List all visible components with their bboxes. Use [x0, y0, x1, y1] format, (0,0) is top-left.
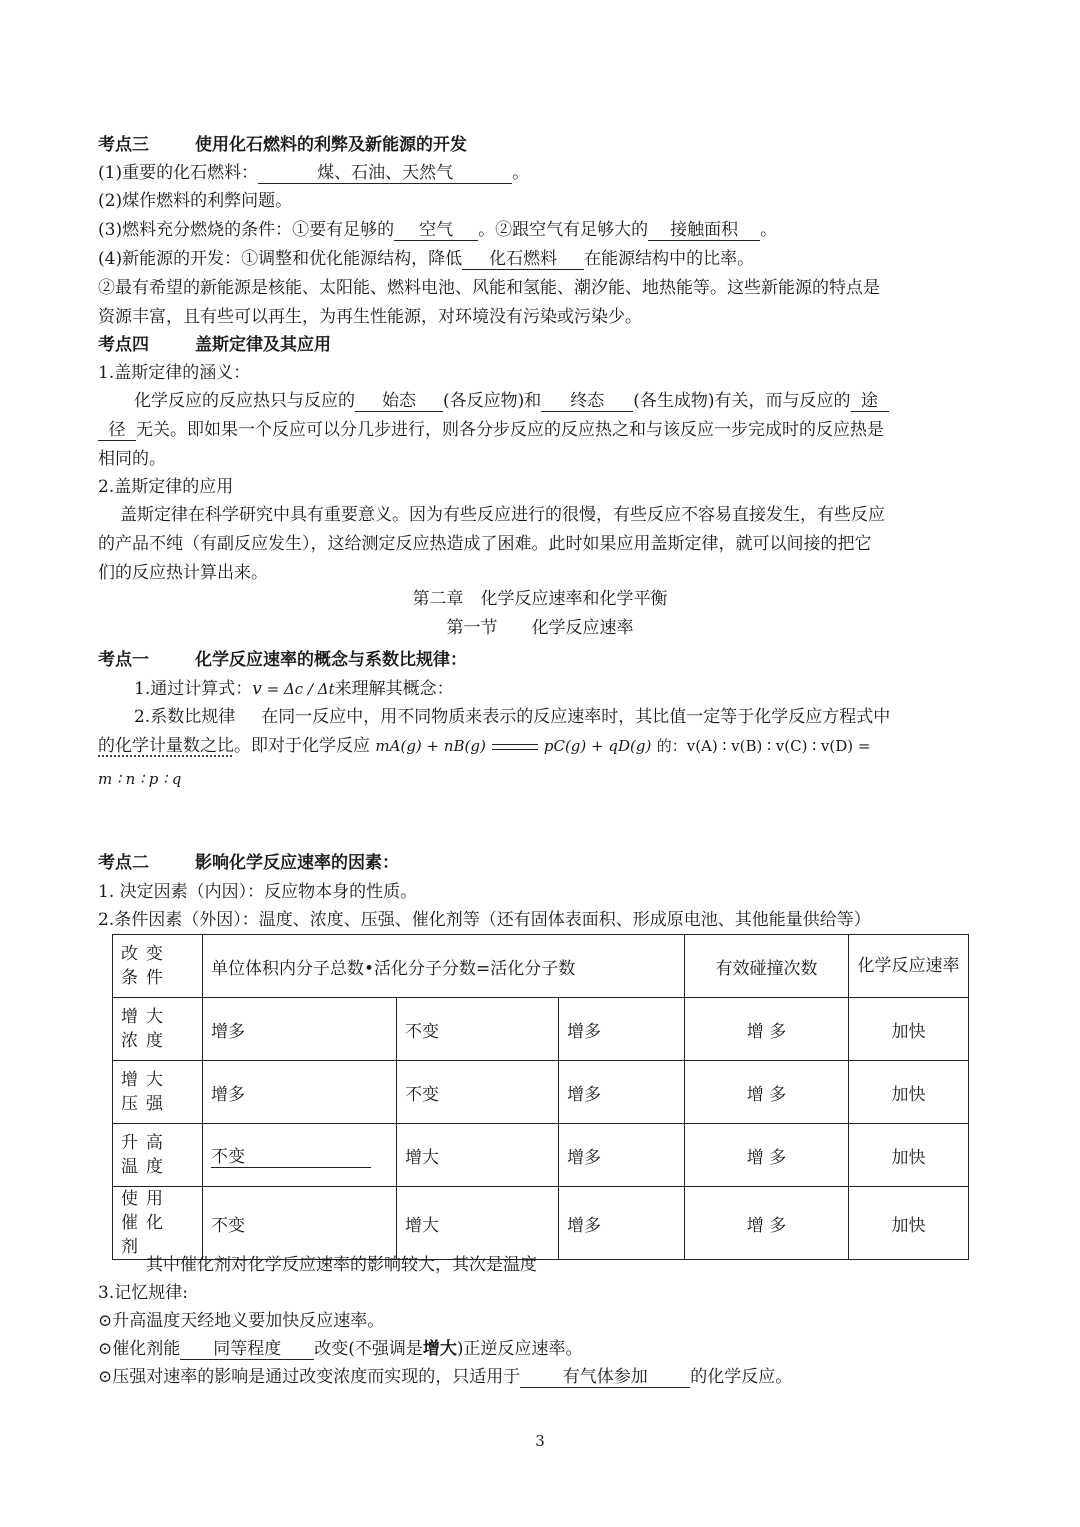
answer-blank: 煤、石油、天然气 [258, 163, 512, 184]
answer-blank: 径 [98, 420, 136, 441]
section-title: 第一节 化学反应速率 [446, 618, 634, 638]
section-heading-3: 考点三 使用化石燃料的利弊及新能源的开发 [98, 135, 467, 155]
paragraph: 的化学计量数之比。即对于化学反应 mA(g) + nB(g) pC(g) + qD(g) 的：v(A) ∶ v(B) ∶ v(C) ∶ v(D) = [98, 736, 871, 756]
section-heading-k1: 考点一 化学反应速率的概念与系数比规律： [98, 650, 467, 670]
answer-blank: 始态 [355, 391, 443, 412]
paragraph: 2.条件因素（外因）：温度、浓度、压强、催化剂等（还有固体表面积、形成原电池、其他能量供给等） [98, 910, 871, 930]
table-cell: 升高温度 [113, 1124, 203, 1187]
table-header-row [113, 935, 969, 998]
header-cell: 化学反应速率 [849, 935, 969, 998]
paragraph: ⊙升高温度天经地义要加快反应速率。 [98, 1311, 385, 1331]
paragraph: 盖斯定律在科学研究中具有重要意义。因为有些反应进行的很慢，有些反应不容易直接发生，有些反应 [120, 505, 885, 525]
paragraph: 径 无关。即如果一个反应可以分几步进行，则各分步反应的反应热之和与该反应一步完成时的反应热是 [98, 419, 884, 441]
table-cell: 加快 [849, 1061, 969, 1124]
paragraph: ⊙催化剂能 同等程度 改变(不强调是增大)正逆反应速率。 [98, 1339, 583, 1359]
table-cell: 加快 [849, 1187, 969, 1260]
table-cell: 不变 [203, 1187, 397, 1260]
table-cell: 不变 [203, 1124, 397, 1187]
paragraph: 化学反应的反应热只与反应的 始态 (各反应物)和 终态 (各生成物)有关，而与反应的 途 [134, 390, 889, 412]
table-cell: 增多 [203, 998, 397, 1061]
header-cell: 单位体积内分子总数•活化分子分数=活化分子数 [203, 935, 685, 998]
table-cell: 加快 [849, 1124, 969, 1187]
table-cell: 增多 [559, 1187, 685, 1260]
answer-blank: 化石燃料 [462, 249, 584, 270]
subheading: 3.记忆规律: [98, 1283, 188, 1303]
table-cell: 增大 [397, 1187, 559, 1260]
paragraph: 1. 决定因素（内因）：反应物本身的性质。 [98, 882, 418, 902]
paragraph: (2)煤作燃料的利弊问题。 [98, 191, 293, 211]
table-cell: 增 多 [685, 1061, 849, 1124]
table-cell: 增 多 [685, 1187, 849, 1260]
paragraph: (4)新能源的开发：①调整和优化能源结构，降低 化石燃料 在能源结构中的比率。 [98, 249, 755, 269]
table-cell: 不变 [397, 1061, 559, 1124]
table-cell: 增多 [203, 1061, 397, 1124]
paragraph: 其中催化剂对化学反应速率的影响较大，其次是温度 [146, 1255, 537, 1275]
paragraph: 资源丰富，且有些可以再生，为再生性能源，对环境没有污染或污染少。 [98, 307, 642, 327]
table-cell: 增多 [559, 998, 685, 1061]
paragraph: 的产品不纯（有副反应发生），这给测定反应热造成了困难。此时如果应用盖斯定律，就可以间接的把它 [98, 534, 872, 554]
table-cell: 增 多 [685, 1124, 849, 1187]
table-cell: 增大浓度 [113, 998, 203, 1061]
answer-blank: 空气 [394, 220, 478, 241]
answer-blank: 接触面积 [648, 220, 760, 241]
paragraph: m ∶ n ∶ p ∶ q [98, 770, 182, 788]
subheading: 1.盖斯定律的涵义： [98, 363, 251, 383]
paragraph: (3)燃料充分燃烧的条件：①要有足够的 空气 。②跟空气有足够大的 接触面积 。 [98, 220, 778, 240]
page-number: 3 [535, 1432, 545, 1450]
answer-blank: 终态 [541, 391, 633, 412]
paragraph: 们的反应热计算出来。 [98, 563, 268, 583]
table-cell: 增大压强 [113, 1061, 203, 1124]
equilibrium-arrow-icon [492, 743, 538, 751]
section-heading-4: 考点四 盖斯定律及其应用 [98, 335, 331, 355]
table-row [113, 1124, 969, 1187]
paragraph: ②最有希望的新能源是核能、太阳能、燃料电池、风能和氢能、潮汐能、地热能等。这些新能源的特点是 [98, 278, 880, 298]
answer-blank: 有气体参加 [520, 1367, 690, 1388]
table-cell: 增大 [397, 1124, 559, 1187]
header-cell: 改变条件 [113, 935, 203, 998]
factors-table [112, 934, 969, 1260]
paragraph: 2.系数比规律 在同一反应中，用不同物质来表示的反应速率时，其比值一定等于化学反应方程式中 [134, 707, 891, 727]
table-row [113, 1187, 969, 1260]
table-row [113, 1061, 969, 1124]
subheading: 2.盖斯定律的应用 [98, 477, 234, 497]
table-cell: 加快 [849, 998, 969, 1061]
table-cell: 增多 [559, 1124, 685, 1187]
paragraph: 相同的。 [98, 449, 166, 469]
answer-blank: 途 [851, 391, 889, 412]
chapter-title: 第二章 化学反应速率和化学平衡 [412, 589, 668, 609]
table-cell: 增多 [559, 1061, 685, 1124]
paragraph: ⊙压强对速率的影响是通过改变浓度而实现的，只适用于 有气体参加 的化学反应。 [98, 1367, 793, 1387]
section-heading-k2: 考点二 影响化学反应速率的因素： [98, 853, 399, 873]
header-cell: 有效碰撞次数 [685, 935, 849, 998]
table-cell: 增 多 [685, 998, 849, 1061]
table-cell: 使用催化剂 [113, 1187, 203, 1260]
answer-blank: 同等程度 [180, 1339, 314, 1360]
table-row [113, 998, 969, 1061]
table-cell: 不变 [397, 998, 559, 1061]
paragraph: (1)重要的化石燃料： 煤、石油、天然气 。 [98, 163, 530, 183]
paragraph: 1.通过计算式：v = Δc / Δt来理解其概念： [134, 679, 454, 699]
